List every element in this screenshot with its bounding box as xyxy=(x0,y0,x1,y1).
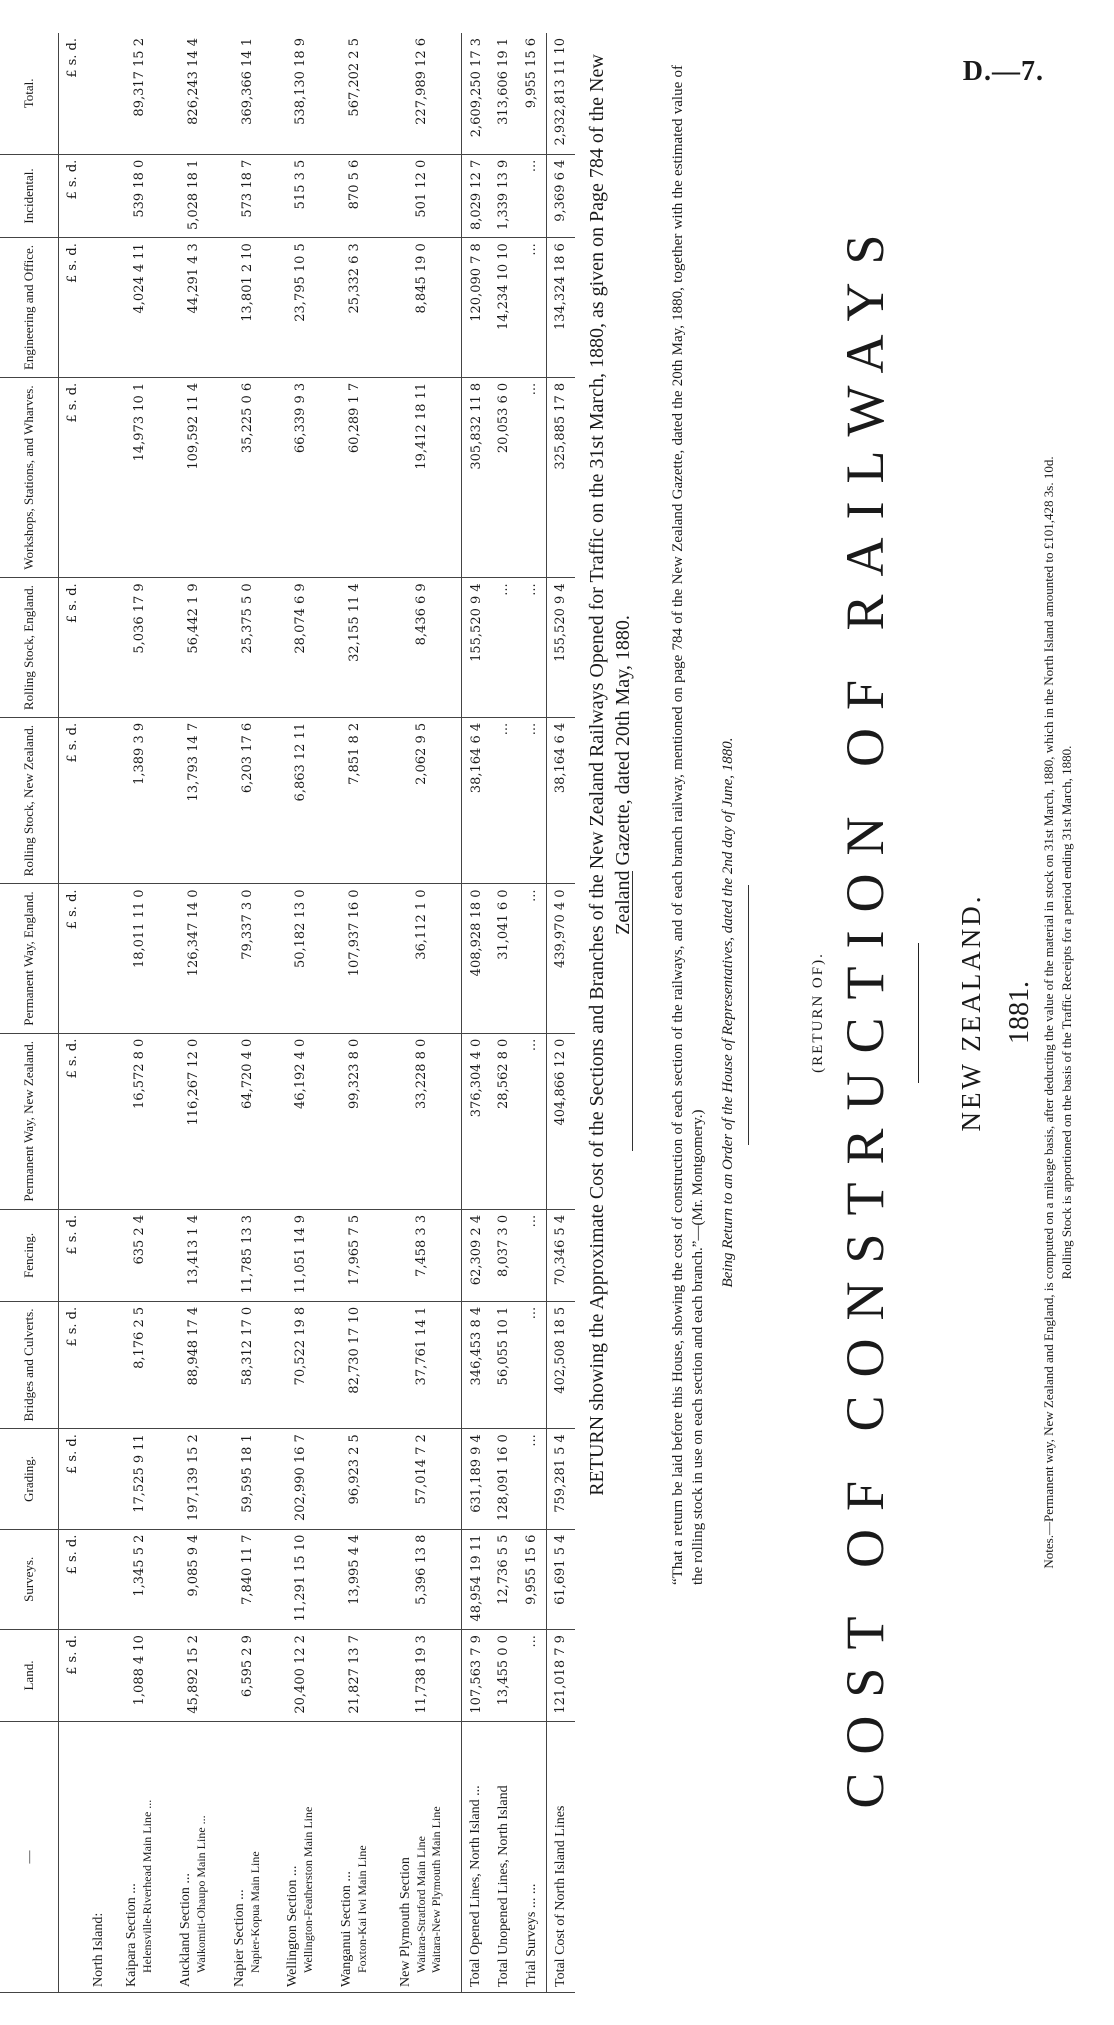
row-label: Total Cost of North Island Lines xyxy=(546,1722,575,1993)
column-header: Land. xyxy=(0,1630,59,1722)
table-row xyxy=(381,33,461,1993)
table-cell: 7,851 8 2 xyxy=(327,717,381,884)
table-cell: 107,563 7 9 xyxy=(462,1630,491,1722)
table-cell: 305,832 11 8 xyxy=(462,377,491,578)
currency-cell xyxy=(59,1722,86,1993)
table-cell: 20,053 6 0 xyxy=(490,377,518,578)
note-line: Rolling Stock is apportioned on the basis of the Traffic Receipts for a period ending 31st March, 1880. xyxy=(1059,745,1074,1280)
table-cell: 121,018 7 9 xyxy=(546,1630,575,1722)
table-cell: 1,345 5 2 xyxy=(113,1529,167,1629)
table-cell: 19,412 18 11 xyxy=(381,377,461,578)
table-cell: 7,840 11 7 xyxy=(220,1529,274,1629)
column-header: Rolling Stock, England. xyxy=(0,578,59,718)
order-statement: Being Return to an Order of the House of Representatives, dated the 2nd day of June, 1880. xyxy=(720,737,736,1288)
table-cell: 33,228 8 0 xyxy=(381,1033,461,1209)
table-cell: 325,885 17 8 xyxy=(546,377,575,578)
table-cell: 13,413 1 4 xyxy=(167,1209,221,1301)
table-cell: 227,989 12 6 xyxy=(381,33,461,154)
empty-cell xyxy=(85,1630,113,1722)
column-header: Grading. xyxy=(0,1429,59,1529)
table-cell: 6,203 17 6 xyxy=(220,717,274,884)
table-cell: 8,037 3 0 xyxy=(490,1209,518,1301)
table-cell: 2,932,813 11 10 xyxy=(546,33,575,154)
column-header: Permanent Way, England. xyxy=(0,884,59,1033)
row-label xyxy=(274,1722,328,1993)
table-cell: 56,055 10 1 xyxy=(490,1301,518,1428)
document-year: 1881. xyxy=(1004,981,1035,1044)
currency-cell: £ s. d. xyxy=(59,377,86,578)
table-cell: 5,036 17 9 xyxy=(113,578,167,718)
table-cell: 25,375 5 0 xyxy=(220,578,274,718)
table-cell: 5,028 18 1 xyxy=(167,154,221,237)
table-cell: ... xyxy=(518,238,547,378)
row-name: Auckland Section ... xyxy=(177,1873,193,1987)
empty-cell xyxy=(85,1209,113,1301)
table-cell: 826,243 14 4 xyxy=(167,33,221,154)
grand-total-row xyxy=(546,33,575,1993)
empty-cell xyxy=(85,1529,113,1629)
currency-cell: £ s. d. xyxy=(59,578,86,718)
table-cell: 36,112 1 0 xyxy=(381,884,461,1033)
table-cell: 631,189 9 4 xyxy=(462,1429,491,1529)
table-cell: 134,324 18 6 xyxy=(546,238,575,378)
table-cell: ... xyxy=(518,578,547,718)
table-cell: 35,225 0 6 xyxy=(220,377,274,578)
table-cell: 96,923 2 5 xyxy=(327,1429,381,1529)
currency-cell: £ s. d. xyxy=(59,1529,86,1629)
order-rule xyxy=(748,885,749,1145)
notes-block xyxy=(1040,0,1076,2025)
table-cell: 13,995 4 4 xyxy=(327,1529,381,1629)
table-cell: 13,793 14 7 xyxy=(167,717,221,884)
table-cell: 11,291 15 10 xyxy=(274,1529,328,1629)
table-cell: 120,090 7 8 xyxy=(462,238,491,378)
document-title: COST OF CONSTRUCTION OF RAILWAYS xyxy=(835,216,895,1809)
table-cell: ... xyxy=(490,578,518,718)
table-row xyxy=(167,33,221,1993)
column-header: — xyxy=(0,1722,59,1993)
table-cell: 128,091 16 0 xyxy=(490,1429,518,1529)
table-cell: 17,525 9 11 xyxy=(113,1429,167,1529)
table-cell: 18,011 11 0 xyxy=(113,884,167,1033)
table-cell: 13,455 0 0 xyxy=(490,1630,518,1722)
table-cell: 1,389 3 9 xyxy=(113,717,167,884)
table-cell: 66,339 9 3 xyxy=(274,377,328,578)
table-cell: 45,892 15 2 xyxy=(167,1630,221,1722)
table-cell: 50,182 13 0 xyxy=(274,884,328,1033)
currency-cell: £ s. d. xyxy=(59,1630,86,1722)
table-cell: 515 3 5 xyxy=(274,154,328,237)
table-cell: 408,928 18 0 xyxy=(462,884,491,1033)
table-cell: 107,937 16 0 xyxy=(327,884,381,1033)
table-cell: 56,442 1 9 xyxy=(167,578,221,718)
column-header: Bridges and Culverts. xyxy=(0,1301,59,1428)
table-cell: 31,041 6 0 xyxy=(490,884,518,1033)
table-cell: 404,866 12 0 xyxy=(546,1033,575,1209)
row-label: Total Opened Lines, North Island ... xyxy=(462,1722,491,1993)
currency-cell: £ s. d. xyxy=(59,154,86,237)
currency-cell: £ s. d. xyxy=(59,1301,86,1428)
table-cell: 11,738 19 3 xyxy=(381,1630,461,1722)
currency-cell: £ s. d. xyxy=(59,884,86,1033)
table-cell: 8,029 12 7 xyxy=(462,154,491,237)
table-cell: 9,369 6 4 xyxy=(546,154,575,237)
table-cell: 759,281 5 4 xyxy=(546,1429,575,1529)
document-country: NEW ZEALAND. xyxy=(956,893,986,1132)
table-cell: 11,785 13 3 xyxy=(220,1209,274,1301)
table-cell: 155,520 9 4 xyxy=(546,578,575,718)
empty-cell xyxy=(85,154,113,237)
table-cell: 37,761 14 1 xyxy=(381,1301,461,1428)
column-header: Total. xyxy=(0,33,59,154)
table-cell: 376,304 4 0 xyxy=(462,1033,491,1209)
table-cell: ... xyxy=(518,884,547,1033)
column-header: Incidental. xyxy=(0,154,59,237)
cost-table xyxy=(0,33,575,1993)
table-cell: 23,795 10 5 xyxy=(274,238,328,378)
table-cell: 7,458 3 3 xyxy=(381,1209,461,1301)
table-cell: 60,289 1 7 xyxy=(327,377,381,578)
empty-cell xyxy=(85,377,113,578)
table-cell: ... xyxy=(518,1630,547,1722)
row-label: Total Unopened Lines, North Island xyxy=(490,1722,518,1993)
table-cell: 8,176 2 5 xyxy=(113,1301,167,1428)
table-row xyxy=(220,33,274,1993)
table-cell: 70,346 5 4 xyxy=(546,1209,575,1301)
currency-cell: £ s. d. xyxy=(59,33,86,154)
table-cell: 70,522 19 8 xyxy=(274,1301,328,1428)
table-cell: 1,339 13 9 xyxy=(490,154,518,237)
table-cell: 9,955 15 6 xyxy=(518,1529,547,1629)
table-cell: ... xyxy=(518,1033,547,1209)
row-name: Wanganui Section ... xyxy=(338,1871,354,1987)
table-cell: 2,062 9 5 xyxy=(381,717,461,884)
table-cell: 567,202 2 5 xyxy=(327,33,381,154)
table-cell: 538,130 18 9 xyxy=(274,33,328,154)
summary-row xyxy=(462,33,491,1993)
table-cell: 14,973 10 1 xyxy=(113,377,167,578)
table-cell: 99,323 8 0 xyxy=(327,1033,381,1209)
currency-cell: £ s. d. xyxy=(59,717,86,884)
column-header: Permanent Way, New Zealand. xyxy=(0,1033,59,1209)
table-cell: 9,085 9 4 xyxy=(167,1529,221,1629)
table-cell: 346,453 8 4 xyxy=(462,1301,491,1428)
page-reference: D.—7. xyxy=(962,56,1044,87)
table-cell: 501 12 0 xyxy=(381,154,461,237)
empty-cell xyxy=(85,238,113,378)
row-subname: Helensville-Riverhead Main Line ... xyxy=(140,1799,155,1973)
row-name: Kaipara Section ... xyxy=(124,1883,140,1987)
empty-cell xyxy=(85,884,113,1033)
currency-cell: £ s. d. xyxy=(59,238,86,378)
currency-cell: £ s. d. xyxy=(59,1209,86,1301)
table-cell: 62,309 2 4 xyxy=(462,1209,491,1301)
house-resolution-quote: “That a return be laid before this House, showing the cost of construction of each section of the railways, and of each branch railway, mentioned on page 784 of the New Zealand Gazette, dated the 20th May, 1880, together with the estimated value of the rolling stock in use on each section and each branch.”—(Mr. Montgomery.) xyxy=(670,65,706,1585)
row-name: Wellington Section ... xyxy=(285,1865,301,1987)
column-header: Fencing. xyxy=(0,1209,59,1301)
table-cell: 9,955 15 6 xyxy=(518,33,547,154)
row-label xyxy=(220,1722,274,1993)
table-cell: 20,400 12 2 xyxy=(274,1630,328,1722)
currency-cell: £ s. d. xyxy=(59,1429,86,1529)
return-description: RETURN showing the Approximate Cost of the Sections and Branches of the New Zealand Railways Opened for Traffic on the 31st March, 1880, as given on Page 784 of the New Zealand Gazette, dated 20th May, 1880. xyxy=(586,54,634,1496)
summary-row xyxy=(518,33,547,1993)
section-row xyxy=(85,33,113,1993)
table-cell: 635 2 4 xyxy=(113,1209,167,1301)
table-cell: 48,954 19 11 xyxy=(462,1529,491,1629)
empty-cell xyxy=(85,717,113,884)
row-label xyxy=(113,1722,167,1993)
table-cell: 79,337 3 0 xyxy=(220,884,274,1033)
table-cell: 369,366 14 1 xyxy=(220,33,274,154)
row-label xyxy=(381,1722,461,1993)
currency-row xyxy=(59,33,86,1993)
row-subname: Waikomiti-Ohaupo Main Line ... xyxy=(193,1815,208,1973)
table-row xyxy=(274,33,328,1993)
table-row xyxy=(113,33,167,1993)
section-label: North Island: xyxy=(85,1722,113,1993)
table-cell: ... xyxy=(518,154,547,237)
table-cell: ... xyxy=(518,1429,547,1529)
table-cell: 17,965 7 5 xyxy=(327,1209,381,1301)
table-cell: 539 18 0 xyxy=(113,154,167,237)
table-cell: 28,562 8 0 xyxy=(490,1033,518,1209)
table-cell: 313,606 19 1 xyxy=(490,33,518,154)
table-cell: ... xyxy=(518,377,547,578)
row-label xyxy=(167,1722,221,1993)
table-cell: 32,155 11 4 xyxy=(327,578,381,718)
table-cell: 402,508 18 5 xyxy=(546,1301,575,1428)
row-name: Napier Section ... xyxy=(231,1889,247,1987)
empty-cell xyxy=(85,1301,113,1428)
table-cell: 57,014 7 2 xyxy=(381,1429,461,1529)
table-cell: 1,088 4 10 xyxy=(113,1630,167,1722)
table-cell: 21,827 13 7 xyxy=(327,1630,381,1722)
empty-cell xyxy=(85,1429,113,1529)
table-cell: ... xyxy=(518,717,547,884)
table-cell: 126,347 14 0 xyxy=(167,884,221,1033)
column-header: Rolling Stock, New Zealand. xyxy=(0,717,59,884)
table-cell: 89,317 15 2 xyxy=(113,33,167,154)
table-cell: 14,234 10 10 xyxy=(490,238,518,378)
header-rule xyxy=(918,943,919,1083)
table-cell: 44,291 4 3 xyxy=(167,238,221,378)
table-cell: 8,436 6 9 xyxy=(381,578,461,718)
table-cell: ... xyxy=(490,717,518,884)
column-header: Surveys. xyxy=(0,1529,59,1629)
table-header-row xyxy=(0,33,59,1993)
empty-cell xyxy=(85,578,113,718)
note-line: Notes.—Permanent way, New Zealand and England, is computed on a mileage basis, after deducting the value of the material in stock on 31st March, 1880, which in the North Island amounted to £101,428 3s. 10d. xyxy=(1041,456,1056,1569)
row-subname: Waitara-New Plymouth Main Line xyxy=(429,1806,444,1973)
row-subname: Foxton-Kai Iwi Main Line xyxy=(354,1845,369,1973)
table-cell: 6,595 2 9 xyxy=(220,1630,274,1722)
empty-cell xyxy=(85,1033,113,1209)
table-cell: 155,520 9 4 xyxy=(462,578,491,718)
table-cell: 13,801 2 10 xyxy=(220,238,274,378)
table-cell: 5,396 13 8 xyxy=(381,1529,461,1629)
table-cell: 82,730 17 10 xyxy=(327,1301,381,1428)
table-cell: 4,024 4 11 xyxy=(113,238,167,378)
column-header: Workshops, Stations, and Wharves. xyxy=(0,377,59,578)
table-cell: 16,572 8 0 xyxy=(113,1033,167,1209)
table-cell: 2,609,250 17 3 xyxy=(462,33,491,154)
row-label: Trial Surveys ... ... xyxy=(518,1722,547,1993)
table-cell: 38,164 6 4 xyxy=(546,717,575,884)
table-cell: 58,312 17 0 xyxy=(220,1301,274,1428)
currency-cell: £ s. d. xyxy=(59,1033,86,1209)
column-header: Engineering and Office. xyxy=(0,238,59,378)
table-cell: 61,691 5 4 xyxy=(546,1529,575,1629)
table-cell: 25,332 6 3 xyxy=(327,238,381,378)
table-cell: 88,948 17 4 xyxy=(167,1301,221,1428)
row-label xyxy=(327,1722,381,1993)
table-cell: 439,970 4 0 xyxy=(546,884,575,1033)
table-cell: 8,845 19 0 xyxy=(381,238,461,378)
row-name: New Plymouth Section xyxy=(398,1857,414,1987)
row-subname: Waitara-Stratford Main Line xyxy=(414,1836,429,1973)
summary-row xyxy=(490,33,518,1993)
table-cell: 59,595 18 1 xyxy=(220,1429,274,1529)
table-cell: 573 18 7 xyxy=(220,154,274,237)
table-cell: 28,074 6 9 xyxy=(274,578,328,718)
table-cell: 46,192 4 0 xyxy=(274,1033,328,1209)
table-cell: 116,267 12 0 xyxy=(167,1033,221,1209)
table-cell: ... xyxy=(518,1209,547,1301)
row-subname: Wellington-Featherston Main Line xyxy=(301,1806,316,1973)
row-subname: Napier-Kopua Main Line xyxy=(247,1851,262,1973)
table-cell: 11,051 14 9 xyxy=(274,1209,328,1301)
table-cell: 109,592 11 4 xyxy=(167,377,221,578)
table-cell: 64,720 4 0 xyxy=(220,1033,274,1209)
table-cell: 197,139 15 2 xyxy=(167,1429,221,1529)
table-row xyxy=(327,33,381,1993)
table-cell: 202,990 16 7 xyxy=(274,1429,328,1529)
table-cell: 870 5 6 xyxy=(327,154,381,237)
table-cell: 38,164 6 4 xyxy=(462,717,491,884)
table-cell: ... xyxy=(518,1301,547,1428)
table-cell: 6,863 12 11 xyxy=(274,717,328,884)
table-cell: 12,736 5 5 xyxy=(490,1529,518,1629)
empty-cell xyxy=(85,33,113,154)
document-subtitle: (RETURN OF). xyxy=(810,952,826,1073)
table-body xyxy=(59,33,576,1993)
